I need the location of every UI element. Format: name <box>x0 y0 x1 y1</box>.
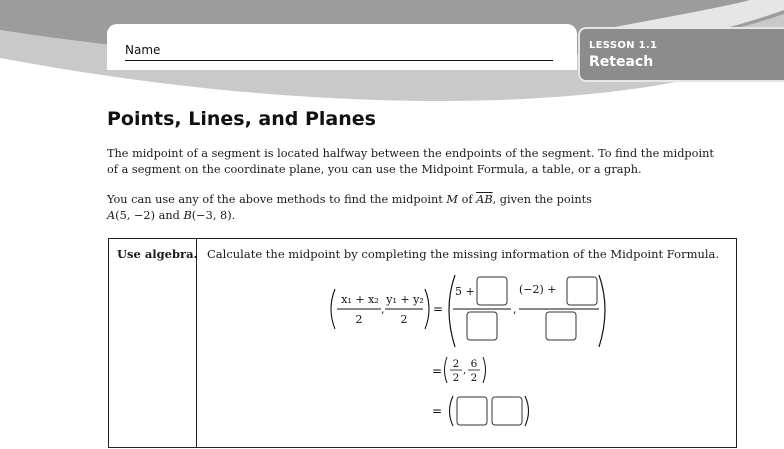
point-m: M <box>446 193 458 206</box>
answer-box-y2[interactable] <box>567 277 597 305</box>
formula-y-denominator: 2 <box>400 313 408 326</box>
answer-box-x2[interactable] <box>477 277 507 305</box>
lesson-tag <box>578 27 784 82</box>
step2-comma: , <box>463 364 467 376</box>
name-blank-line[interactable] <box>125 60 553 61</box>
instruction-text: Calculate the midpoint by completing the missing information of the Midpoint Formula. <box>207 247 720 261</box>
answer-box-y-den[interactable] <box>546 312 576 340</box>
answer-box-mid-x[interactable] <box>457 397 487 425</box>
worked-example-table <box>108 238 737 448</box>
step2-equals: = <box>432 364 443 378</box>
formula-x-numerator: x₁ + x₂ <box>341 293 379 306</box>
sub-y-prefix: (−2) + <box>519 283 557 296</box>
sub-x-prefix: 5 + <box>455 285 475 298</box>
formula-x-denominator: 2 <box>355 313 363 326</box>
lesson-number: LESSON 1.1 <box>589 40 658 51</box>
lesson-type: Reteach <box>589 54 654 70</box>
segment-ab: $\overline{AB}$ <box>476 193 493 206</box>
formula-y-numerator: y₁ + y₂ <box>386 293 424 306</box>
sub-comma: , <box>513 303 517 316</box>
name-field-row <box>107 24 577 70</box>
intro-paragraph <box>107 146 727 178</box>
method-label: Use algebra. <box>117 247 198 261</box>
coords-a: (5, −2) <box>115 209 156 222</box>
formula-comma: , <box>381 303 385 316</box>
task-text-of: of <box>457 193 477 206</box>
answer-box-mid-y[interactable] <box>492 397 522 425</box>
answer-box-x-den[interactable] <box>467 312 497 340</box>
point-a: A <box>107 209 116 222</box>
formula-equals: = <box>433 302 444 316</box>
task-period: . <box>231 209 236 222</box>
coords-b: (−3, 8) <box>191 209 232 222</box>
step2-x-denominator: 2 <box>452 372 460 384</box>
task-text: You can use any of the above methods to find the midpoint <box>107 193 447 206</box>
step3-equals: = <box>432 404 443 418</box>
task-text-and: and <box>155 209 184 222</box>
intro-line-1: The midpoint of a segment is located halfway between the endpoints of the segment. To find the midpoint <box>107 147 714 160</box>
step2-y-numerator: 6 <box>470 358 478 370</box>
name-label: Name <box>125 43 161 57</box>
point-b: B <box>183 209 192 222</box>
task-text-given: , given the points <box>492 193 592 206</box>
midpoint-formula <box>109 239 738 449</box>
task-paragraph <box>107 192 727 224</box>
page-title: Points, Lines, and Planes <box>107 108 376 130</box>
intro-line-2: of a segment on the coordinate plane, you can use the Midpoint Formula, a table, or a graph. <box>107 163 642 176</box>
step2-x-numerator: 2 <box>452 358 460 370</box>
step2-y-denominator: 2 <box>470 372 478 384</box>
